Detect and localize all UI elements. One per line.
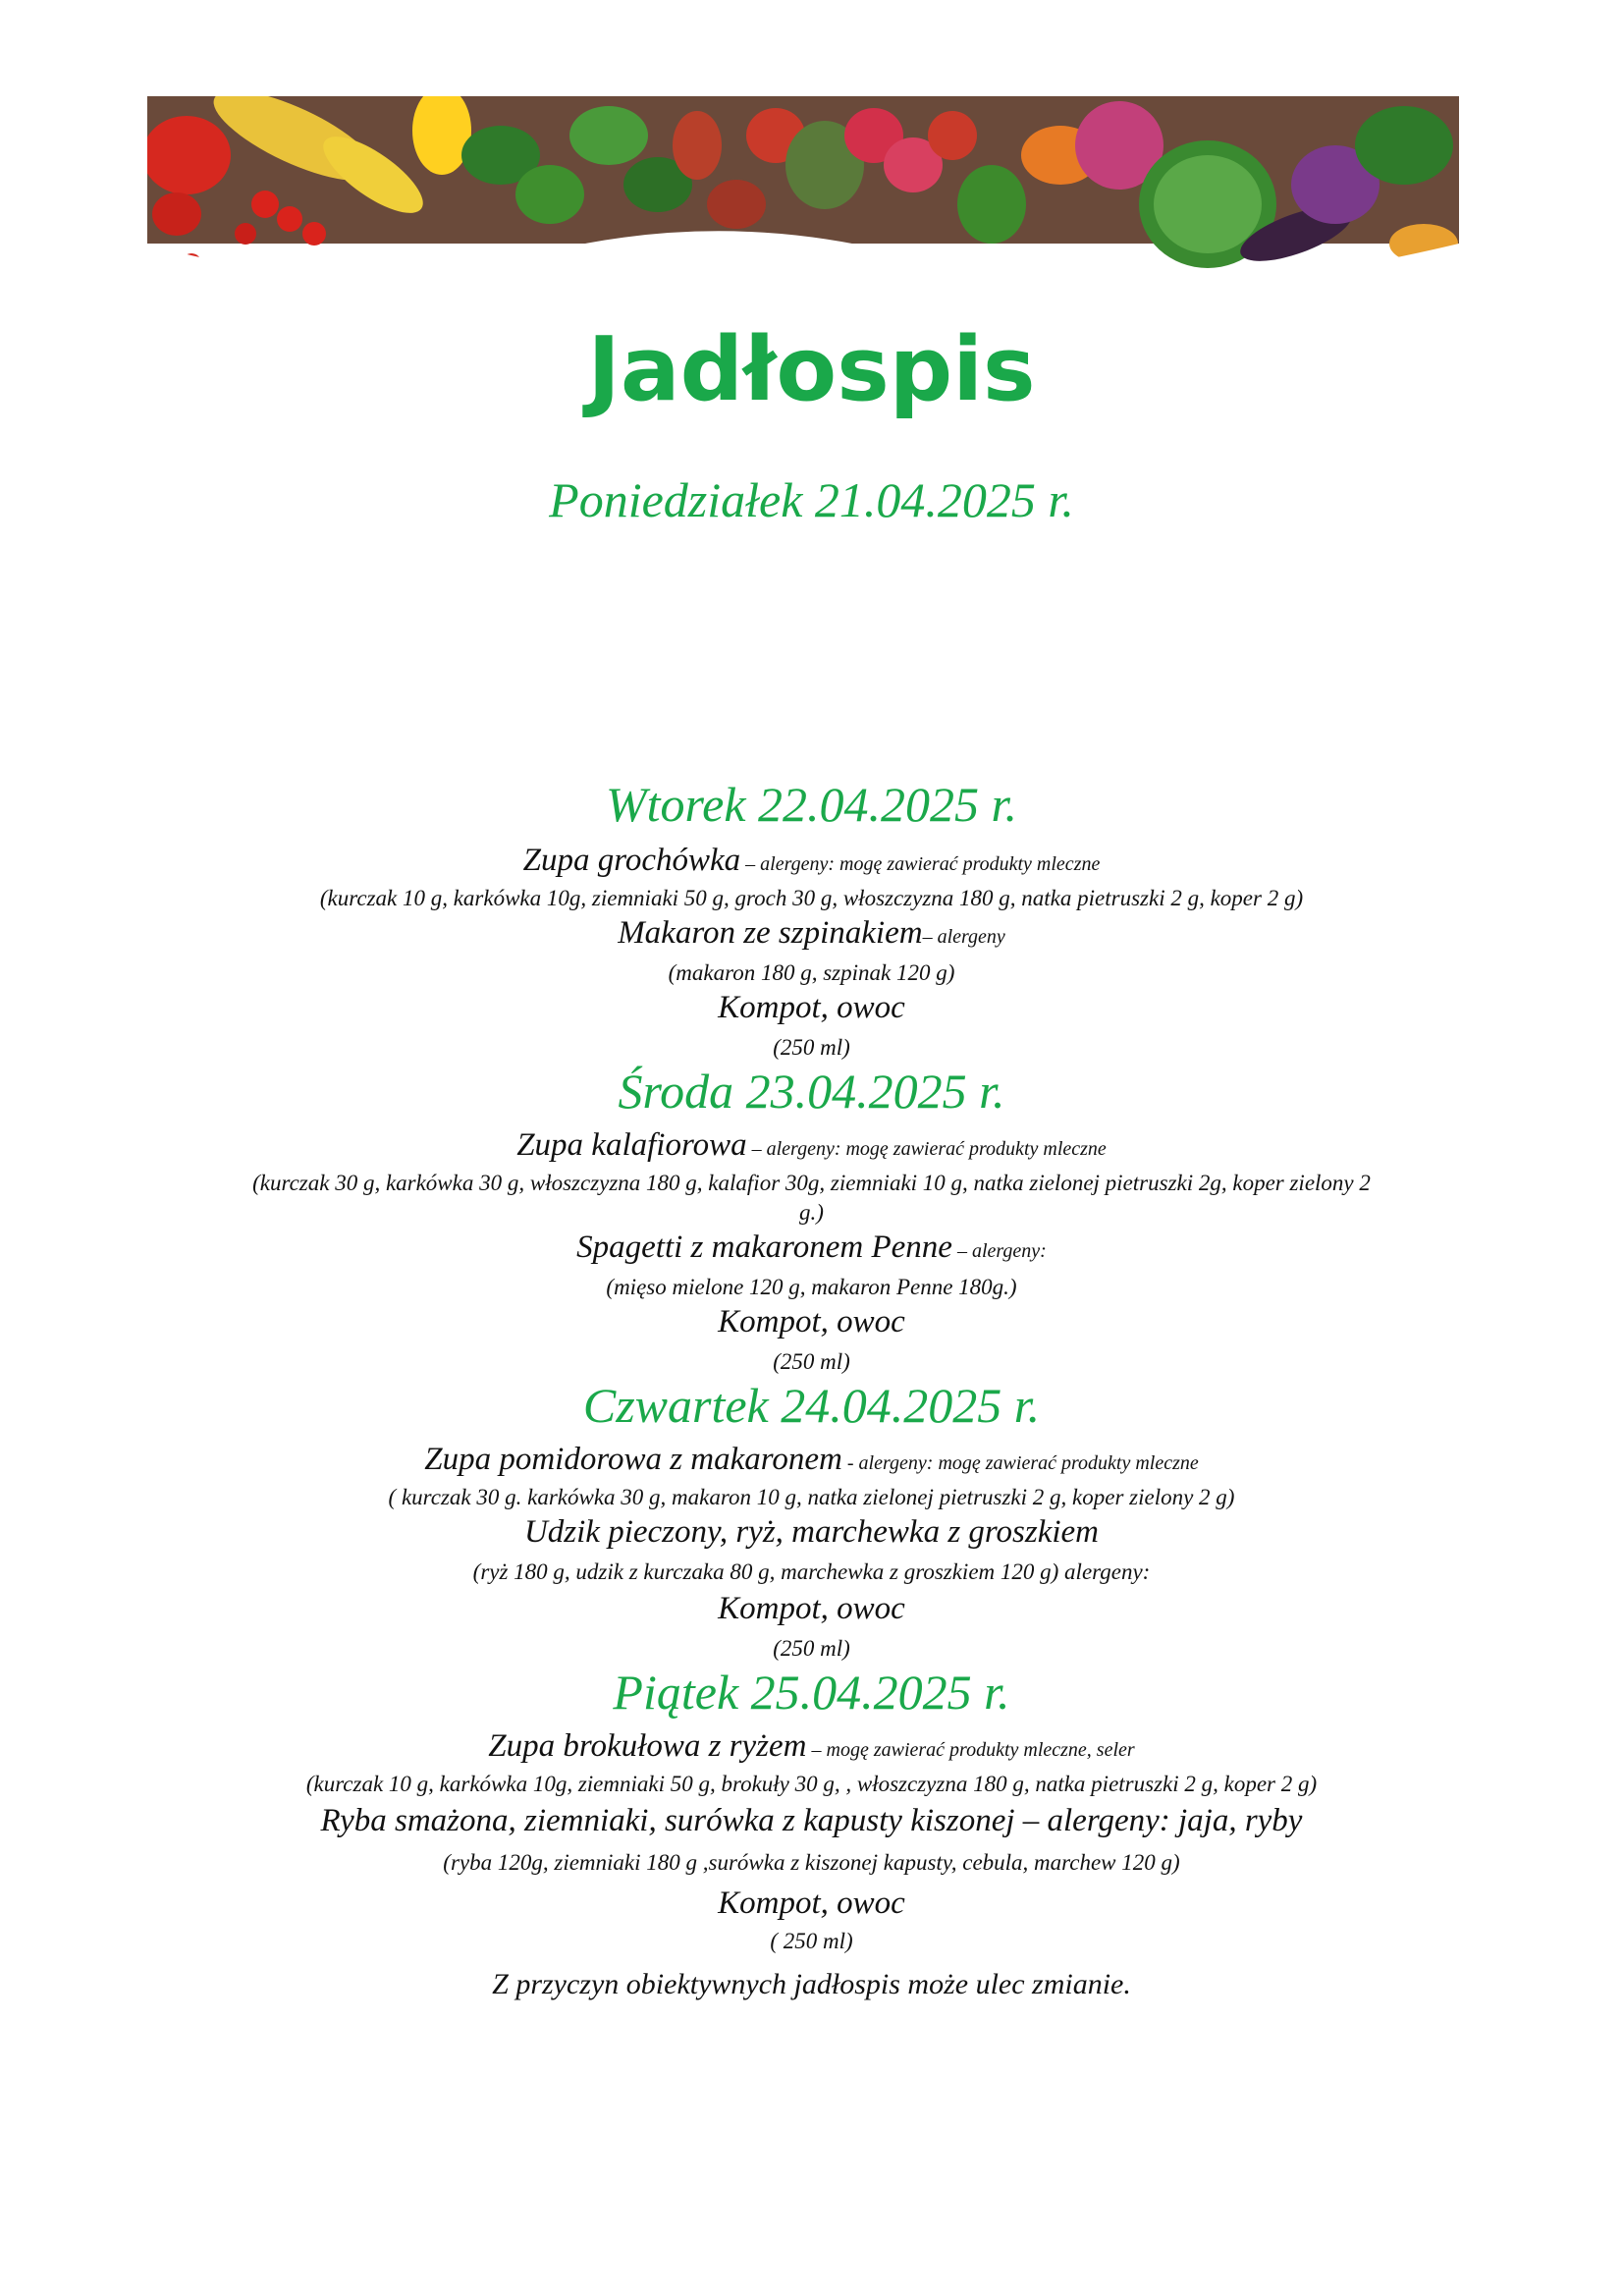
- main-dish-name: Makaron ze szpinakiem: [618, 915, 923, 951]
- main-ingredients: (ryba 120g, ziemniaki 180 g ,surówka z kiszonej kapusty, cebula, marchew 120 g): [443, 1850, 1180, 1875]
- main-dish-line: Ryba smażona, ziemniaki, surówka z kapusty kiszonej – alergeny: jaja, ryby: [320, 1803, 1303, 1838]
- soup-line: [0, 1127, 1623, 1164]
- soup-allergen-note: – alergeny: mogę zawierać produkty mleczne: [746, 1138, 1107, 1160]
- drink-amount: (250 ml): [773, 1035, 850, 1060]
- soup-ingredients: ( kurczak 30 g. karkówka 30 g, makaron 10 g, natka zielonej pietruszki 2 g, koper zielony 2 g): [388, 1485, 1235, 1509]
- drink-amount: (250 ml): [773, 1636, 850, 1661]
- main-dish-line: [0, 1230, 1623, 1266]
- drink-amount: ( 250 ml): [770, 1929, 853, 1953]
- soup-allergen-note: - alergeny: mogę zawierać produkty mleczne: [841, 1452, 1199, 1474]
- soup-ingredients: (kurczak 30 g, karkówka 30 g, włoszczyzna 180 g, kalafior 30g, ziemniaki 10 g, natka zielonej pietruszki 2g, koper zielony 2: [252, 1171, 1371, 1195]
- soup-line: [0, 1728, 1623, 1765]
- main-ingredients: (mięso mielone 120 g, makaron Penne 180g.): [606, 1275, 1017, 1299]
- soup-line: [0, 1442, 1623, 1478]
- soup-name: Zupa brokułowa z ryżem: [488, 1728, 807, 1764]
- soup-allergen-note: – alergeny: mogę zawierać produkty mleczne: [740, 853, 1101, 875]
- drink-line: Kompot, owoc: [718, 1591, 905, 1626]
- main-allergen-note: – alergeny: [922, 926, 1005, 948]
- soup-line: [0, 843, 1623, 879]
- soup-name: Zupa pomidorowa z makaronem: [424, 1442, 842, 1477]
- main-dish-name: Spagetti z makaronem Penne: [576, 1230, 952, 1265]
- soup-name: Zupa kalafiorowa: [516, 1127, 747, 1163]
- vegetables-banner-image: [147, 96, 1459, 295]
- main-allergen-note: – alergeny:: [951, 1240, 1047, 1262]
- soup-ingredients: (kurczak 10 g, karkówka 10g, ziemniaki 50 g, brokuły 30 g, , włoszczyzna 180 g, natka pietruszki 2 g, koper 2 g): [305, 1772, 1318, 1796]
- drink-line: Kompot, owoc: [718, 1304, 905, 1339]
- page-title: Jadłospis: [587, 318, 1036, 421]
- soup-allergen-note: – mogę zawierać produkty mleczne, seler: [806, 1739, 1135, 1761]
- main-dish-line: [0, 915, 1623, 952]
- soup-name: Zupa grochówka: [522, 843, 741, 878]
- drink-line: Kompot, owoc: [718, 990, 905, 1025]
- soup-ingredients: (kurczak 10 g, karkówka 10g, ziemniaki 50 g, groch 30 g, włoszczyzna 180 g, natka pietruszki 2 g, koper 2 g): [319, 886, 1304, 910]
- day-heading-tuesday: Wtorek 22.04.2025 r.: [606, 777, 1017, 832]
- day-heading-friday: Piątek 25.04.2025 r.: [613, 1665, 1010, 1720]
- footer-note: Z przyczyn obiektywnych jadłospis może ulec zmianie.: [492, 1968, 1131, 2000]
- drink-amount: (250 ml): [773, 1349, 850, 1374]
- main-dish-line: Udzik pieczony, ryż, marchewka z groszkiem: [523, 1514, 1100, 1550]
- main-ingredients: (ryż 180 g, udzik z kurczaka 80 g, marchewka z groszkiem 120 g) alergeny:: [472, 1559, 1151, 1584]
- day-heading-thursday: Czwartek 24.04.2025 r.: [582, 1378, 1041, 1433]
- day-heading-monday: Poniedziałek 21.04.2025 r.: [549, 472, 1074, 527]
- soup-ingredients-continued: g.): [799, 1200, 824, 1225]
- main-ingredients: (makaron 180 g, szpinak 120 g): [668, 960, 955, 985]
- drink-line: Kompot, owoc: [718, 1886, 905, 1921]
- day-heading-wednesday: Środa 23.04.2025 r.: [618, 1064, 1005, 1119]
